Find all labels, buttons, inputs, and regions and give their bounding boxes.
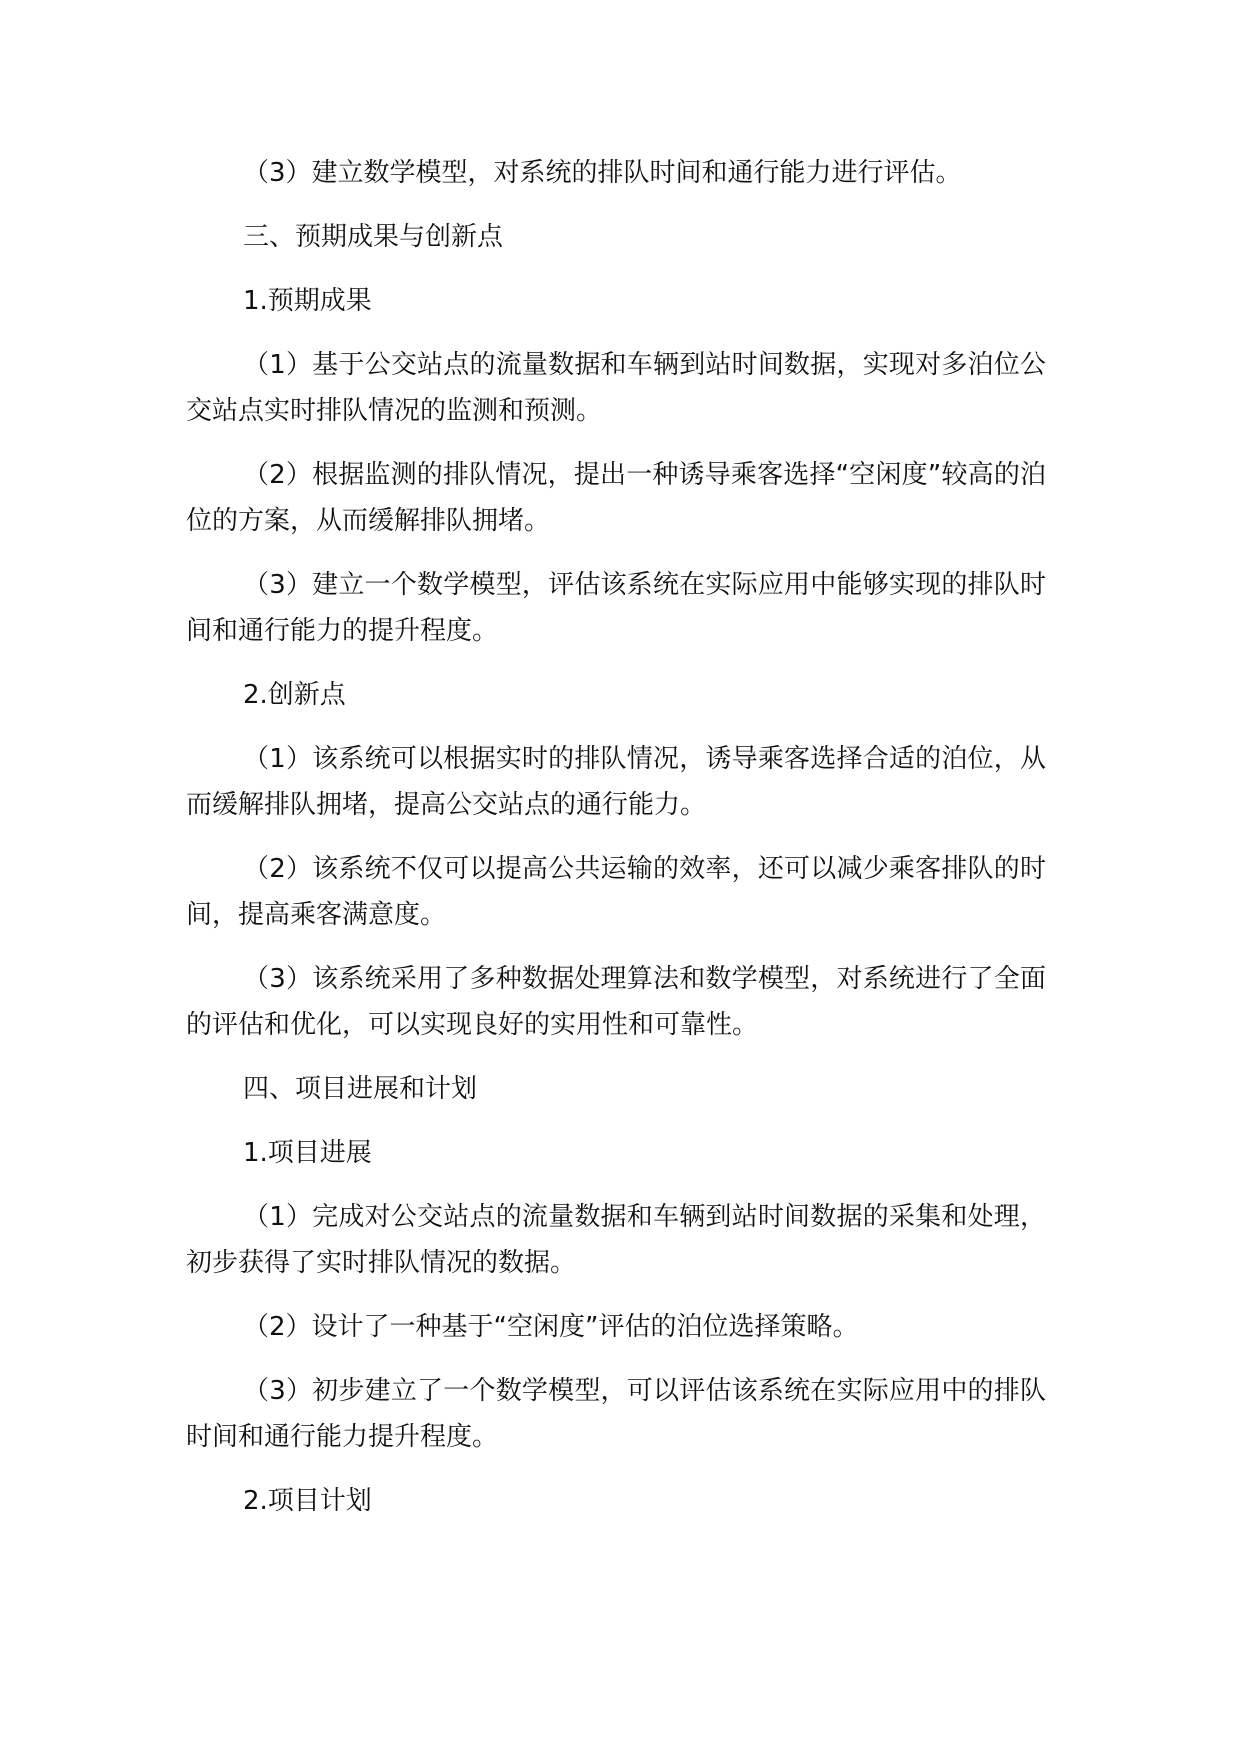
text-line: 1.预期成果 (243, 286, 372, 316)
text-line: 三、预期成果与创新点 (243, 222, 504, 252)
text-line: （2）根据监测的排队情况，提出一种诱导乘客选择“空闲度”较高 (243, 460, 994, 490)
text-line: （3）初步建立了一个数学模型，可以评估该系统在实际应用中的排 (243, 1376, 1020, 1406)
subsection-heading (186, 1130, 1046, 1176)
text-line: （3）建立一个数学模型，评估该系统在实际应用中能够实现的排队 (243, 570, 1020, 600)
paragraph (186, 562, 1046, 654)
section-heading (186, 1066, 1046, 1112)
paragraph (186, 452, 1046, 544)
paragraph (186, 1304, 1046, 1350)
text-line: 初步获得了实时排队情况的数据。 (186, 1248, 577, 1278)
subsection-heading (186, 1478, 1046, 1524)
text-line: （1）该系统可以根据实时的排队情况，诱导乘客选择合适的泊位， (243, 744, 1020, 774)
text-line: （1）完成对公交站点的流量数据和车辆到站时间数据的采集和处理， (243, 1202, 1046, 1232)
subsection-heading (186, 278, 1046, 324)
text-line: 四、项目进展和计划 (243, 1074, 478, 1104)
text-line: 从而缓解排队拥堵，提高公交站点的通行能力。 (186, 744, 1046, 820)
subsection-heading (186, 672, 1046, 718)
paragraph (186, 150, 1046, 196)
text-line: （3）建立数学模型，对系统的排队时间和通行能力进行评估。 (243, 158, 962, 188)
text-line: 时间，提高乘客满意度。 (186, 854, 1046, 930)
paragraph (186, 1368, 1046, 1460)
text-line: （1）基于公交站点的流量数据和车辆到站时间数据，实现对多泊位 (243, 350, 1020, 380)
text-line: （3）该系统采用了多种数据处理算法和数学模型，对系统进行了全 (243, 964, 1020, 994)
document-body (186, 150, 1046, 1524)
text-line: 2.项目计划 (243, 1486, 372, 1516)
paragraph (186, 736, 1046, 828)
text-line: 2.创新点 (243, 680, 346, 710)
text-line: 公交站点实时排队情况的监测和预测。 (186, 350, 1046, 426)
text-line: 的泊位的方案，从而缓解排队拥堵。 (186, 460, 1046, 536)
paragraph (186, 956, 1046, 1048)
text-line: 面的评估和优化，可以实现良好的实用性和可靠性。 (186, 964, 1046, 1040)
paragraph (186, 342, 1046, 434)
text-line: （2）该系统不仅可以提高公共运输的效率，还可以减少乘客排队的 (243, 854, 1020, 884)
paragraph (186, 1194, 1046, 1286)
paragraph (186, 846, 1046, 938)
text-line: 1.项目进展 (243, 1138, 372, 1168)
text-line: 时间和通行能力的提升程度。 (186, 570, 1046, 646)
section-heading (186, 214, 1046, 260)
text-line: （2）设计了一种基于“空闲度”评估的泊位选择策略。 (243, 1312, 859, 1342)
text-line: 队时间和通行能力提升程度。 (186, 1376, 1046, 1452)
